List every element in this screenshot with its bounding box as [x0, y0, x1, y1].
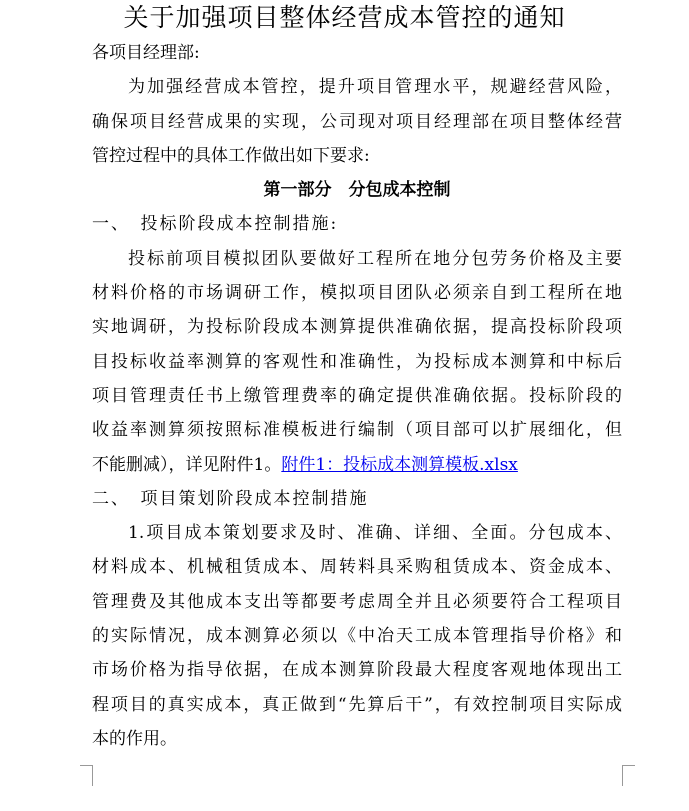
section2-line: 的实际情况，成本测算必须以《中冶天工成本管理指导价格》和 — [92, 626, 622, 647]
section1-line: 投标前项目模拟团队要做好工程所在地分包劳务价格及主要 — [128, 248, 622, 269]
section2-line: 本的作用。 — [92, 728, 177, 749]
attachment-link[interactable]: 附件1：投标成本测算模板.xlsx — [281, 454, 518, 475]
section1-line: 材料价格的市场调研工作，模拟项目团队必须亲自到工程所在地 — [92, 283, 622, 304]
intro-line: 为加强经营成本管控，提升项目管理水平，规避经营风险， — [128, 77, 622, 98]
page-corner-mark-right — [622, 765, 635, 786]
section1-last-text: 不能删减），详见附件1。 — [92, 454, 282, 475]
section1-last-line — [92, 448, 622, 482]
section2-line: 1.项目成本策划要求及时、准确、详细、全面。分包成本、 — [128, 523, 622, 544]
section2-line: 管理费及其他成本支出等都要考虑周全并且必须要符合工程项目 — [92, 591, 622, 612]
document-title: 关于加强项目整体经营成本管控的通知 — [123, 3, 566, 32]
section2-line: 市场价格为指导依据，在成本测算阶段最大程度客观地体现出工 — [92, 660, 622, 681]
intro-line: 确保项目经营成果的实现，公司现对项目经理部在项目整体经营 — [92, 111, 622, 132]
section2-line: 程项目的真实成本，真正做到“先算后干”，有效控制项目实际成 — [92, 694, 622, 715]
section1-line: 项目管理责任书上缴管理费率的确定提供准确依据。投标阶段的 — [92, 385, 622, 406]
page-corner-mark-left — [80, 765, 93, 786]
document-body — [92, 36, 622, 756]
part1-heading: 第一部分 分包成本控制 — [263, 180, 451, 201]
section1-heading: 一、 投标阶段成本控制措施: — [92, 214, 339, 235]
intro-line: 管控过程中的具体工作做出如下要求: — [92, 145, 370, 166]
section2-heading: 二、 项目策划阶段成本控制措施 — [92, 488, 369, 509]
section1-line: 收益率测算须按照标准模板进行编制（项目部可以扩展细化，但 — [92, 420, 622, 441]
section1-line: 目投标收益率测算的客观性和准确性，为投标成本测算和中标后 — [92, 351, 622, 372]
salutation: 各项目经理部: — [92, 43, 200, 63]
section1-line: 实地调研，为投标阶段成本测算提供准确依据，提高投标阶段项 — [92, 317, 622, 338]
section2-line: 材料成本、机械租赁成本、周转料具采购租赁成本、资金成本、 — [92, 557, 622, 578]
